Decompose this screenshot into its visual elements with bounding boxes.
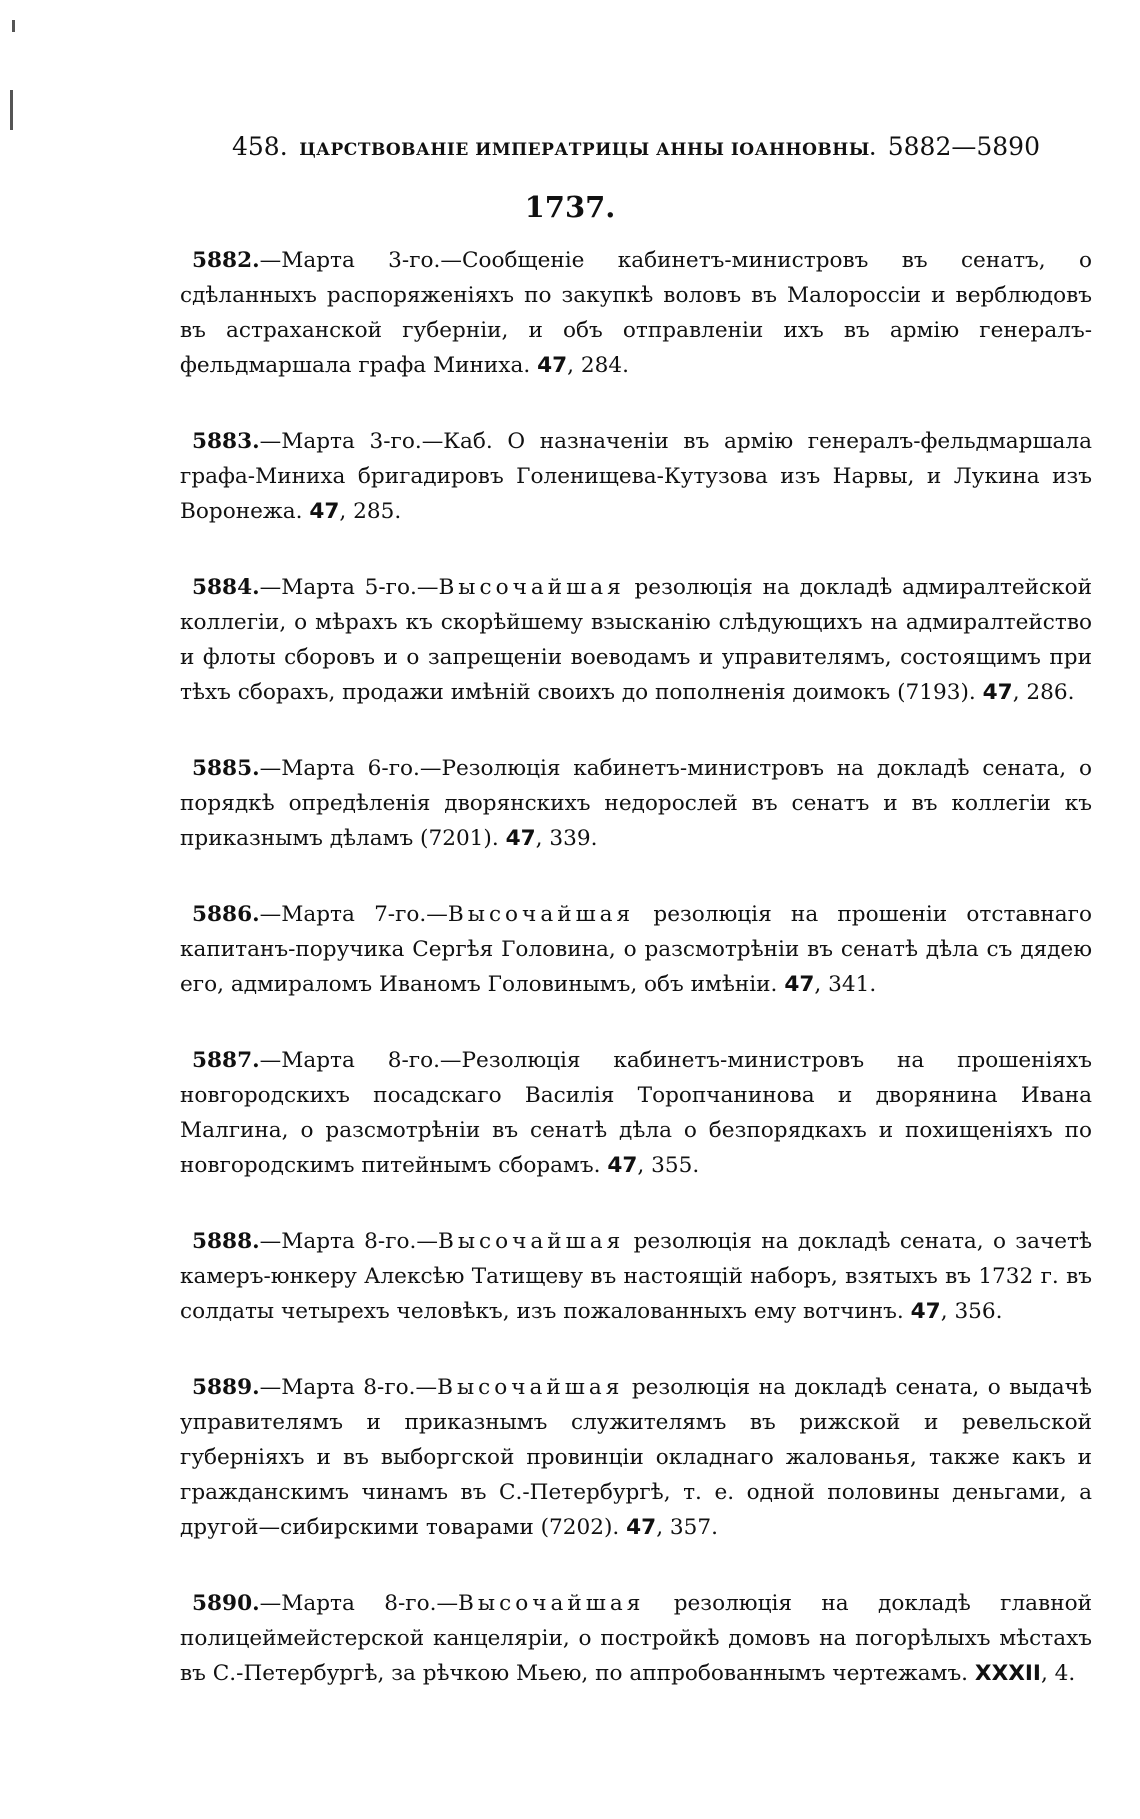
- entry-text: Резолюція кабинетъ-министровъ на прошеніяхъ новгородскихъ посадскаго Василія Торопчанинова и дворянина Ивана Малгина, о разсмотрѣніи въ сенатѣ дѣла о безпорядкахъ и похищеніяхъ по новгородскимъ питейнымъ сборамъ.: [180, 1048, 1092, 1178]
- entry-number: 5882.: [192, 248, 260, 273]
- entry-emphasis: Высочайшая: [437, 1229, 625, 1254]
- page-number: 458.: [232, 132, 288, 161]
- page-header: [232, 132, 1040, 172]
- entry-emphasis: Высочайшая: [437, 1375, 624, 1400]
- entry-number: 5883.: [192, 429, 260, 454]
- entry-number: 5886.: [192, 902, 260, 927]
- entry-date: —Марта 5-го.—: [259, 575, 439, 600]
- entry-5887: [180, 1043, 1092, 1183]
- entry-text: Резолюція кабинетъ-министровъ на докладѣ сената, о порядкѣ опредѣленія дворянскихъ недорослей въ сенатъ и въ коллегіи къ приказнымъ дѣламъ (7201).: [180, 756, 1092, 851]
- reference-page: , 356.: [940, 1299, 1003, 1324]
- entry-number: 5887.: [192, 1048, 260, 1073]
- entry-date: —Марта 8-го.—: [259, 1229, 438, 1254]
- reference-volume: XXXII: [974, 1661, 1041, 1686]
- entry-date: —Марта 7-го.—: [259, 902, 448, 927]
- entry-text: Каб. О назначеніи въ армію генералъ-фельдмаршала графа-Миниха бригадировъ Голенищева-Кутузова изъ Нарвы, и Лукина изъ Воронежа.: [180, 429, 1092, 524]
- entry-number: 5888.: [192, 1229, 260, 1254]
- reference-page: , 286.: [1012, 680, 1075, 705]
- entry-text: резолюція на докладѣ адмиралтейской коллегіи, о мѣрахъ къ скорѣйшему взысканію слѣдующихъ на адмиралтейство и флоты сборовъ и о запрещеніи воеводамъ и управителямъ, состоящимъ при тѣхъ сборахъ, продажи имѣній своихъ до пополненія доимокъ (7193).: [180, 575, 1092, 705]
- reference-page: , 341.: [814, 972, 877, 997]
- entry-text: Сообщеніе кабинетъ-министровъ въ сенатъ, о сдѣланныхъ распоряженіяхъ по закупкѣ воловъ въ Малороссіи и верблюдовъ въ астраханской губерніи, и объ отправленіи ихъ въ армію генералъ-фельдмаршала графа Миниха.: [180, 248, 1092, 378]
- reference-page: , 355.: [637, 1153, 700, 1178]
- reference-page: , 339.: [535, 826, 598, 851]
- reference-volume: 47: [607, 1153, 638, 1178]
- reference-page: , 357.: [656, 1515, 719, 1540]
- entry-list: [180, 243, 1092, 1732]
- reference-volume: 47: [982, 680, 1013, 705]
- entry-date: —Марта 3-го.—: [259, 248, 462, 273]
- reference-page: , 284.: [567, 353, 629, 378]
- entry-number: 5885.: [192, 756, 260, 781]
- entry-emphasis: Высочайшая: [458, 1591, 645, 1616]
- entry-date: —Марта 8-го.—: [259, 1591, 459, 1616]
- entry-number: 5890.: [192, 1591, 260, 1616]
- entry-5886: [180, 897, 1092, 1002]
- reference-volume: 47: [505, 826, 536, 851]
- entry-5890: [180, 1586, 1092, 1691]
- reference-volume: 47: [309, 499, 340, 524]
- entry-5889: [180, 1370, 1092, 1545]
- reference-volume: 47: [910, 1299, 941, 1324]
- reference-volume: 47: [626, 1515, 657, 1540]
- entry-text: резолюція на докладѣ сената, о выдачѣ управителямъ и приказнымъ служителямъ въ рижской и ревельской губерніяхъ и въ выборгской провинціи окладнаго жалованья, также какъ и гражданскимъ чинамъ въ С.-Петербургѣ, т. е. одной половины деньгами, а другой—сибирскими товарами (7202).: [180, 1375, 1092, 1540]
- entry-emphasis: Высочайшая: [438, 575, 625, 600]
- entry-range: 5882—5890: [887, 132, 1040, 161]
- entry-number: 5884.: [192, 575, 260, 600]
- entry-5885: [180, 751, 1092, 856]
- margin-scan-mark: [10, 90, 13, 130]
- entry-5888: [180, 1224, 1092, 1329]
- entry-number: 5889.: [192, 1375, 260, 1400]
- reference-volume: 47: [537, 353, 568, 378]
- year-heading: 1737.: [524, 190, 616, 224]
- reference-page: , 285.: [339, 499, 402, 524]
- entry-date: —Марта 3-го.—: [259, 429, 444, 454]
- running-title: ЦАРСТВОВАНІЕ ИМПЕРАТРИЦЫ АННЫ IОАННОВНЫ.: [299, 140, 877, 160]
- entry-emphasis: Высочайшая: [447, 902, 635, 927]
- entry-date: —Марта 8-го.—: [259, 1375, 438, 1400]
- entry-date: —Марта 6-го.—: [259, 756, 442, 781]
- entry-5882: [180, 243, 1092, 383]
- entry-5884: [180, 570, 1092, 710]
- margin-scan-mark: [12, 20, 15, 32]
- entry-text: резолюція на докладѣ главной полицеймейстерской канцеляріи, о постройкѣ домовъ на погорѣлыхъ мѣстахъ въ С.-Петербургѣ, за рѣчкою Мьею, по аппробованнымъ чертежамъ.: [180, 1591, 1092, 1686]
- entry-text: резолюція на прошеніи отставнаго капитанъ-поручика Сергѣя Головина, о разсмотрѣніи въ сенатѣ дѣла съ дядею его, адмираломъ Иваномъ Головинымъ, объ имѣніи.: [180, 902, 1092, 997]
- reference-volume: 47: [784, 972, 815, 997]
- entry-text: резолюція на докладѣ сената, о зачетѣ камеръ-юнкеру Алексѣю Татищеву въ настоящій наборъ, взятыхъ въ 1732 г. въ солдаты четырехъ человѣкъ, изъ пожалованныхъ ему вотчинъ.: [180, 1229, 1092, 1324]
- entry-5883: [180, 424, 1092, 529]
- reference-page: , 4.: [1040, 1661, 1076, 1686]
- entry-date: —Марта 8-го.—: [259, 1048, 462, 1073]
